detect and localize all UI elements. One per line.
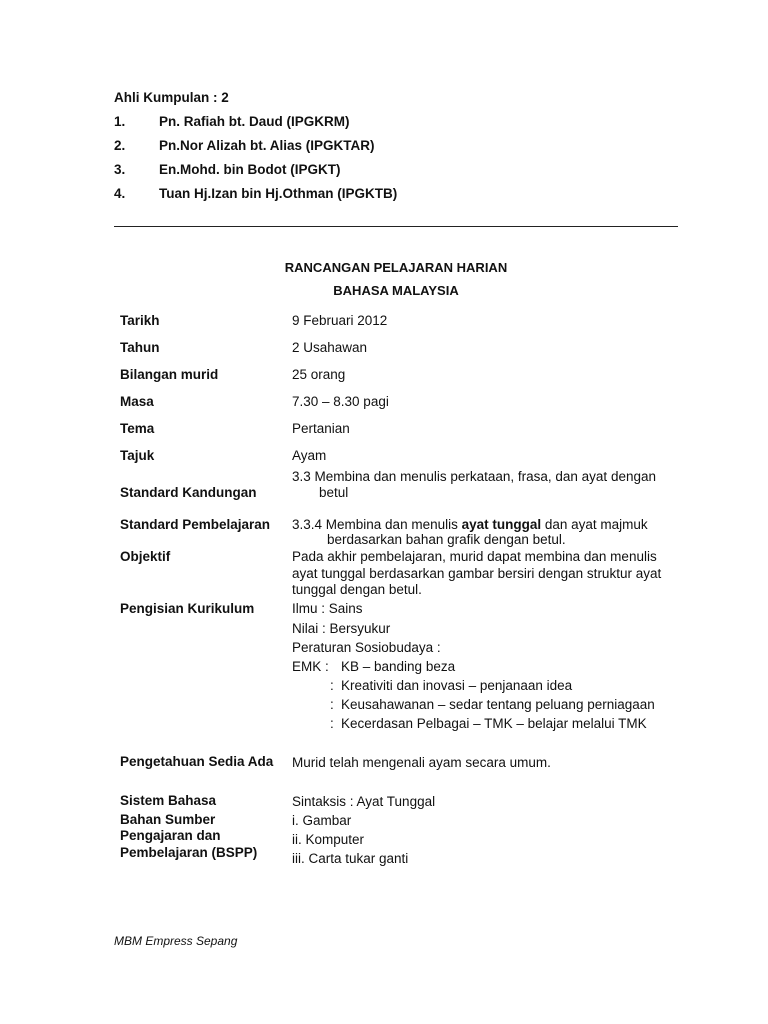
value-standard-pembelajaran-line1: [292, 517, 648, 532]
label-tema: Tema: [120, 421, 155, 436]
label-masa: Masa: [120, 394, 154, 409]
value-tarikh: 9 Februari 2012: [292, 313, 388, 328]
member-name: Pn. Rafiah bt. Daud (IPGKRM): [159, 114, 350, 129]
sp-text-post: dan ayat majmuk: [541, 517, 648, 532]
label-bilangan-murid: Bilangan murid: [120, 367, 219, 382]
label-bspp-line1: Bahan Sumber: [120, 812, 216, 827]
value-standard-kandungan-line2: betul: [319, 485, 349, 500]
document-subtitle: BAHASA MALAYSIA: [333, 283, 459, 298]
horizontal-rule: [114, 226, 678, 227]
member-number: 1.: [114, 114, 126, 129]
value-pengetahuan-sedia-ada: Murid telah mengenali ayam secara umum.: [292, 755, 551, 770]
value-nilai: Nilai : Bersyukur: [292, 621, 391, 636]
value-bspp-item: iii. Carta tukar ganti: [292, 851, 409, 866]
label-sistem-bahasa: Sistem Bahasa: [120, 793, 217, 808]
member-number: 4.: [114, 186, 126, 201]
emk-colon: :: [330, 678, 334, 693]
value-tajuk: Ayam: [292, 448, 327, 463]
value-emk-item: KB – banding beza: [341, 659, 456, 674]
label-bspp-line2: Pengajaran dan: [120, 828, 221, 843]
label-bspp-line3: Pembelajaran (BSPP): [120, 845, 258, 860]
value-objektif-line3: tunggal dengan betul.: [292, 582, 422, 597]
member-number: 2.: [114, 138, 126, 153]
document-title: RANCANGAN PELAJARAN HARIAN: [284, 260, 508, 275]
value-objektif-line1: Pada akhir pembelajaran, murid dapat membina dan menulis: [292, 549, 657, 564]
value-tema: Pertanian: [292, 421, 350, 436]
label-pengetahuan-sedia-ada: Pengetahuan Sedia Ada: [120, 754, 274, 769]
value-masa: 7.30 – 8.30 pagi: [292, 394, 389, 409]
sp-text-bold: ayat tunggal: [461, 517, 542, 532]
value-ilmu: Ilmu : Sains: [292, 601, 363, 616]
value-sistem-bahasa: Sintaksis : Ayat Tunggal: [292, 794, 436, 809]
label-tahun: Tahun: [120, 340, 160, 355]
value-peraturan-sosiobudaya: Peraturan Sosiobudaya :: [292, 640, 441, 655]
value-emk-item: Keusahawanan – sedar tentang peluang perniagaan: [341, 697, 655, 712]
emk-colon: :: [330, 697, 334, 712]
value-standard-kandungan-line1: 3.3 Membina dan menulis perkataan, frasa, dan ayat dengan: [292, 469, 656, 484]
page-footer: MBM Empress Sepang: [114, 934, 238, 948]
member-name: Tuan Hj.Izan bin Hj.Othman (IPGKTB): [159, 186, 398, 201]
value-bspp-item: ii. Komputer: [292, 832, 365, 847]
label-pengisian-kurikulum: Pengisian Kurikulum: [120, 601, 255, 616]
value-bspp-item: i. Gambar: [292, 813, 352, 828]
value-emk-item: Kecerdasan Pelbagai – TMK – belajar melalui TMK: [341, 716, 647, 731]
group-heading: Ahli Kumpulan : 2: [114, 90, 229, 105]
emk-colon: :: [330, 716, 334, 731]
value-objektif-line2: ayat tunggal berdasarkan gambar bersiri dengan struktur ayat: [292, 566, 662, 581]
member-name: Pn.Nor Alizah bt. Alias (IPGKTAR): [159, 138, 375, 153]
label-tarikh: Tarikh: [120, 313, 160, 328]
sp-text-pre: 3.3.4 Membina dan menulis: [292, 517, 462, 532]
label-standard-kandungan: Standard Kandungan: [120, 485, 257, 500]
value-tahun: 2 Usahawan: [292, 340, 368, 355]
value-bilangan-murid: 25 orang: [292, 367, 346, 382]
label-objektif: Objektif: [120, 549, 171, 564]
label-tajuk: Tajuk: [120, 448, 155, 463]
value-emk-prefix: EMK :: [292, 659, 329, 674]
member-name: En.Mohd. bin Bodot (IPGKT): [159, 162, 341, 177]
label-standard-pembelajaran: Standard Pembelajaran: [120, 517, 271, 532]
value-emk-item: Kreativiti dan inovasi – penjanaan idea: [341, 678, 573, 693]
member-number: 3.: [114, 162, 126, 177]
value-standard-pembelajaran-line2: berdasarkan bahan grafik dengan betul.: [327, 532, 566, 547]
